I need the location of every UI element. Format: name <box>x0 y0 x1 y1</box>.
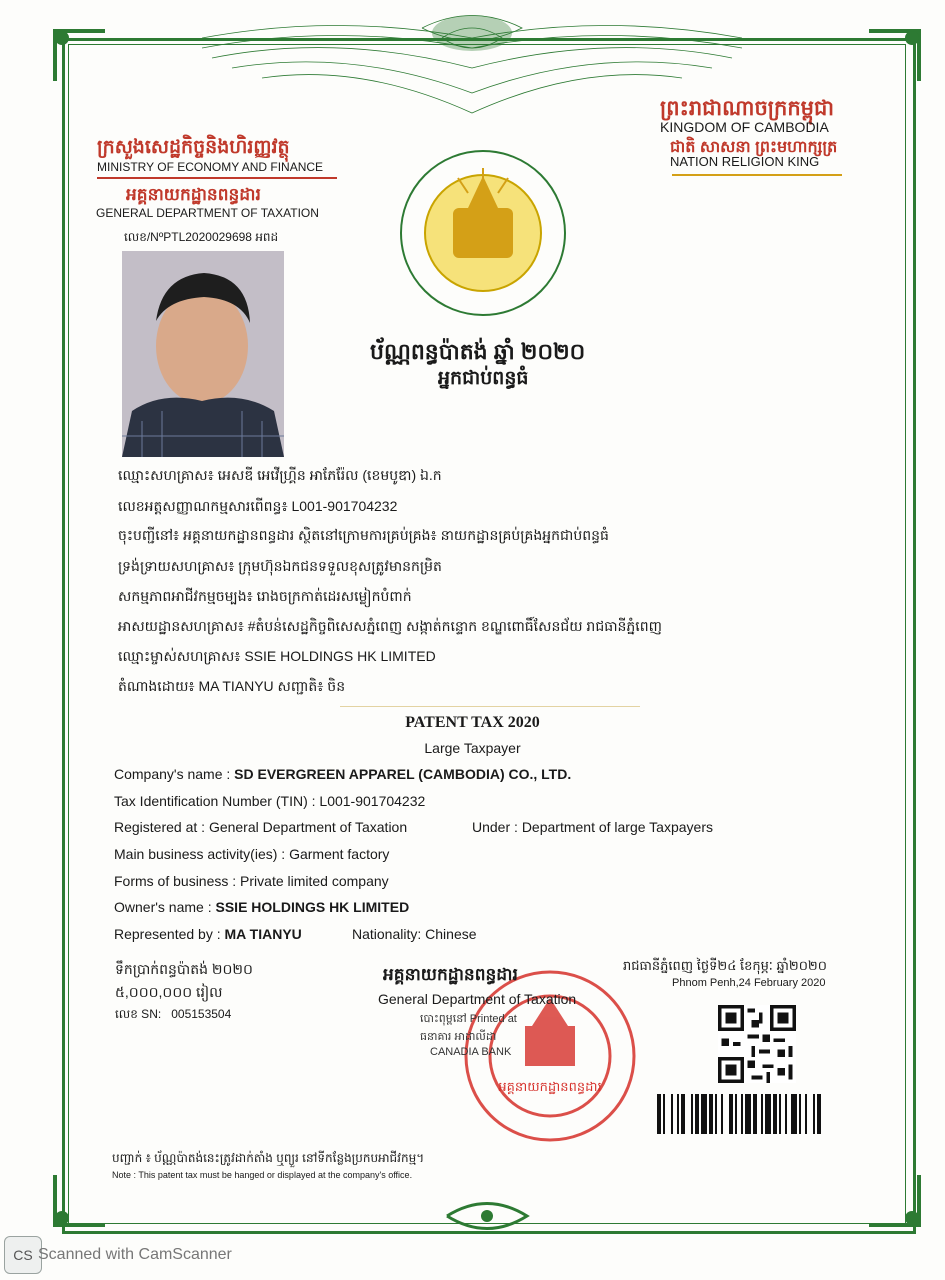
activity-label: Main business activity(ies) : <box>114 846 290 862</box>
barcode-bar <box>691 1094 693 1134</box>
barcode-bar <box>753 1094 757 1134</box>
khmer-activity: សកម្មភាពអាជីវកម្មចម្បង៖ រោងចក្រកាត់ដេរសម្លៀកបំពាក់ <box>118 588 412 604</box>
camscanner-watermark: Scanned with CamScanner <box>38 1246 232 1263</box>
kingdom-name-english: KINGDOM OF CAMBODIA <box>660 119 829 135</box>
barcode-bar <box>735 1094 737 1134</box>
tin-value: L001-901704232 <box>319 793 426 809</box>
barcode-bar <box>657 1094 661 1134</box>
barcode-bar <box>785 1094 787 1134</box>
ministry-underline <box>97 177 337 179</box>
serial-number-value: 005153504 <box>171 1007 232 1021</box>
khmer-representative: តំណាងដោយ៖ MA TIANYU សញ្ជាតិ៖ ចិន <box>118 678 346 694</box>
fee-label-khmer: ទឹកប្រាក់ពន្ធប៉ាតង់ ២០២០ <box>115 961 253 977</box>
bank-name-khmer: ធនាគារ អាដាលីដា <box>420 1031 497 1043</box>
barcode-bar <box>741 1094 743 1134</box>
barcode-bar <box>805 1094 807 1134</box>
issue-date-english: Phnom Penh,24 February 2020 <box>672 977 826 989</box>
barcode-bar <box>813 1094 815 1134</box>
business-form-row <box>114 873 389 889</box>
activity-row <box>114 846 389 862</box>
barcode-bar <box>765 1094 771 1134</box>
owner-label: Owner's name : <box>114 899 216 915</box>
owner-row <box>114 899 409 915</box>
barcode-bar <box>681 1094 685 1134</box>
barcode-bar <box>709 1094 713 1134</box>
barcode-bar <box>695 1094 699 1134</box>
owner-value: SSIE HOLDINGS HK LIMITED <box>215 899 410 915</box>
certificate-subtitle-khmer: អ្នកជាប់ពន្ធធំ <box>438 368 529 389</box>
display-note-english: Note : This patent tax must be hanged or displayed at the company's office. <box>112 1170 413 1180</box>
nationality-row <box>352 926 477 942</box>
owner-photo <box>122 251 284 457</box>
camscanner-logo: CS <box>4 1236 42 1274</box>
issue-date-khmer: រាជធានីភ្នំពេញ ថ្ងៃទី២៤ ខែកុម្ភៈ ឆ្នាំ២០២០ <box>623 958 827 973</box>
corner-ornament-bottom-right <box>864 1170 924 1230</box>
barcode-bar <box>671 1094 673 1134</box>
corner-ornament-top-left <box>50 26 110 86</box>
corner-ornament-bottom-left <box>50 1170 110 1230</box>
printed-at-label: បោះពុម្ពនៅ Printed at <box>420 1013 517 1025</box>
corner-ornament-top-right <box>864 26 924 86</box>
representative-label: Represented by : <box>114 926 225 942</box>
registered-row <box>114 819 407 835</box>
khmer-owner: ឈ្មោះម្ចាស់សហគ្រាស៖ SSIE HOLDINGS HK LIMITED <box>118 648 436 664</box>
bottom-center-ornament <box>442 1196 532 1236</box>
khmer-address: អាសយដ្ឋានសហគ្រាស៖ #តំបន់សេដ្ឋកិច្ចពិសេសភ្នំពេញ សង្កាត់កន្ទោក ខណ្ឌពោធិ៍សែនជ័យ រាជធានីភ្នំពេញ <box>118 618 662 634</box>
section-divider <box>340 706 640 707</box>
ministry-name-english: MINISTRY OF ECONOMY AND FINANCE <box>97 160 324 174</box>
reference-number: លេខ/NºPTL2020029698 អពដ <box>124 230 279 244</box>
tin-label: Tax Identification Number (TIN) : <box>114 793 320 809</box>
kingdom-name-khmer: ព្រះរាជាណាចក្រកម្ពុជា <box>660 97 835 120</box>
patent-tax-subtitle: Large Taxpayer <box>424 740 521 756</box>
stamp-text: អគ្គនាយកដ្ឋានពន្ធដារ <box>498 1080 602 1095</box>
barcode-bar <box>729 1094 733 1134</box>
serial-number-row <box>115 1006 231 1024</box>
serial-number-label: លេខ SN: <box>115 1007 162 1021</box>
khmer-company-name: ឈ្មោះសហគ្រាស៖ អេសឌី អេវើហ្គ្រីន អាភែរ៉ែល (ខេមបូឌា) ឯ.ក <box>118 467 442 483</box>
representative-row <box>114 926 302 942</box>
barcode-bar <box>779 1094 781 1134</box>
department-name-english: GENERAL DEPARTMENT OF TAXATION <box>96 206 319 220</box>
barcode-bar <box>721 1094 723 1134</box>
fee-amount-khmer: ៥,០០០,០០០ រៀល <box>115 984 223 1000</box>
barcode <box>655 1094 875 1134</box>
bank-name-english: CANADIA BANK <box>430 1046 512 1058</box>
department-name-khmer: អគ្គនាយកដ្ឋានពន្ធដារ <box>126 185 261 204</box>
portrait-image <box>122 251 284 457</box>
barcode-bar <box>761 1094 763 1134</box>
motto-khmer: ជាតិ សាសនា ព្រះមហាក្សត្រ <box>670 139 838 156</box>
registered-label: Registered at : <box>114 819 209 835</box>
representative-value: MA TIANYU <box>224 926 302 942</box>
barcode-bar <box>773 1094 777 1134</box>
khmer-tin: លេខអត្តសញ្ញាណកម្មសារពើពន្ធ៖ L001-901704232 <box>118 498 398 514</box>
business-form-value: Private limited company <box>240 873 389 889</box>
barcode-bar <box>663 1094 665 1134</box>
certificate-title-khmer: ប័ណ្ណពន្ធប៉ាតង់ ឆ្នាំ ២០២០ <box>370 339 586 364</box>
ministry-name-khmer: ក្រសួងសេដ្ឋកិច្ចនិងហិរញ្ញវត្ថុ <box>97 137 290 158</box>
barcode-bar <box>799 1094 801 1134</box>
registered-value: General Department of Taxation <box>208 819 408 835</box>
under-label: Under : <box>472 819 522 835</box>
under-value: Department of large Taxpayers <box>521 819 713 835</box>
barcode-bar <box>677 1094 679 1134</box>
patent-tax-title: PATENT TAX 2020 <box>405 714 540 731</box>
company-name-label: Company's name : <box>114 766 235 782</box>
barcode-bar <box>701 1094 707 1134</box>
tin-row <box>114 793 425 809</box>
barcode-bar <box>817 1094 821 1134</box>
business-form-label: Forms of business : <box>114 873 241 889</box>
nationality-value: Chinese <box>425 926 477 942</box>
khmer-business-form: ទ្រង់ទ្រាយសហគ្រាស៖ ក្រុមហ៊ុនឯកជនទទួលខុសត្រូវមានកម្រិត <box>118 558 442 574</box>
motto-underline <box>672 174 842 176</box>
signatory-department-english: General Department of Taxation <box>378 991 577 1007</box>
khmer-registered: ចុះបញ្ជីនៅ៖ អគ្គនាយកដ្ឋានពន្ធដារ ស្ថិតនៅក្រោមការគ្រប់គ្រង៖ នាយកដ្ឋានគ្រប់គ្រងអ្នកជាប់ពន្ធធំ <box>118 527 609 543</box>
display-note-khmer: បញ្ជាក់ ៖ ប័ណ្ណប៉ាតង់នេះត្រូវដាក់តាំង ឬព្យួរ នៅទីកន្លែងប្រកបអាជីវកម្ម។ <box>112 1151 425 1165</box>
motto-english: NATION RELIGION KING <box>670 154 820 169</box>
company-name-row <box>114 766 571 782</box>
taxation-seal-emblem <box>398 148 568 318</box>
qr-code <box>718 1005 796 1083</box>
barcode-bar <box>791 1094 797 1134</box>
activity-value: Garment factory <box>289 846 390 862</box>
under-row <box>472 819 713 835</box>
signatory-department-khmer: អគ្គនាយកដ្ឋានពន្ធដារ <box>383 965 518 984</box>
barcode-bar <box>715 1094 717 1134</box>
nationality-label: Nationality: <box>352 926 426 942</box>
company-name-value: SD EVERGREEN APPAREL (CAMBODIA) CO., LTD. <box>234 766 572 782</box>
barcode-bar <box>745 1094 751 1134</box>
